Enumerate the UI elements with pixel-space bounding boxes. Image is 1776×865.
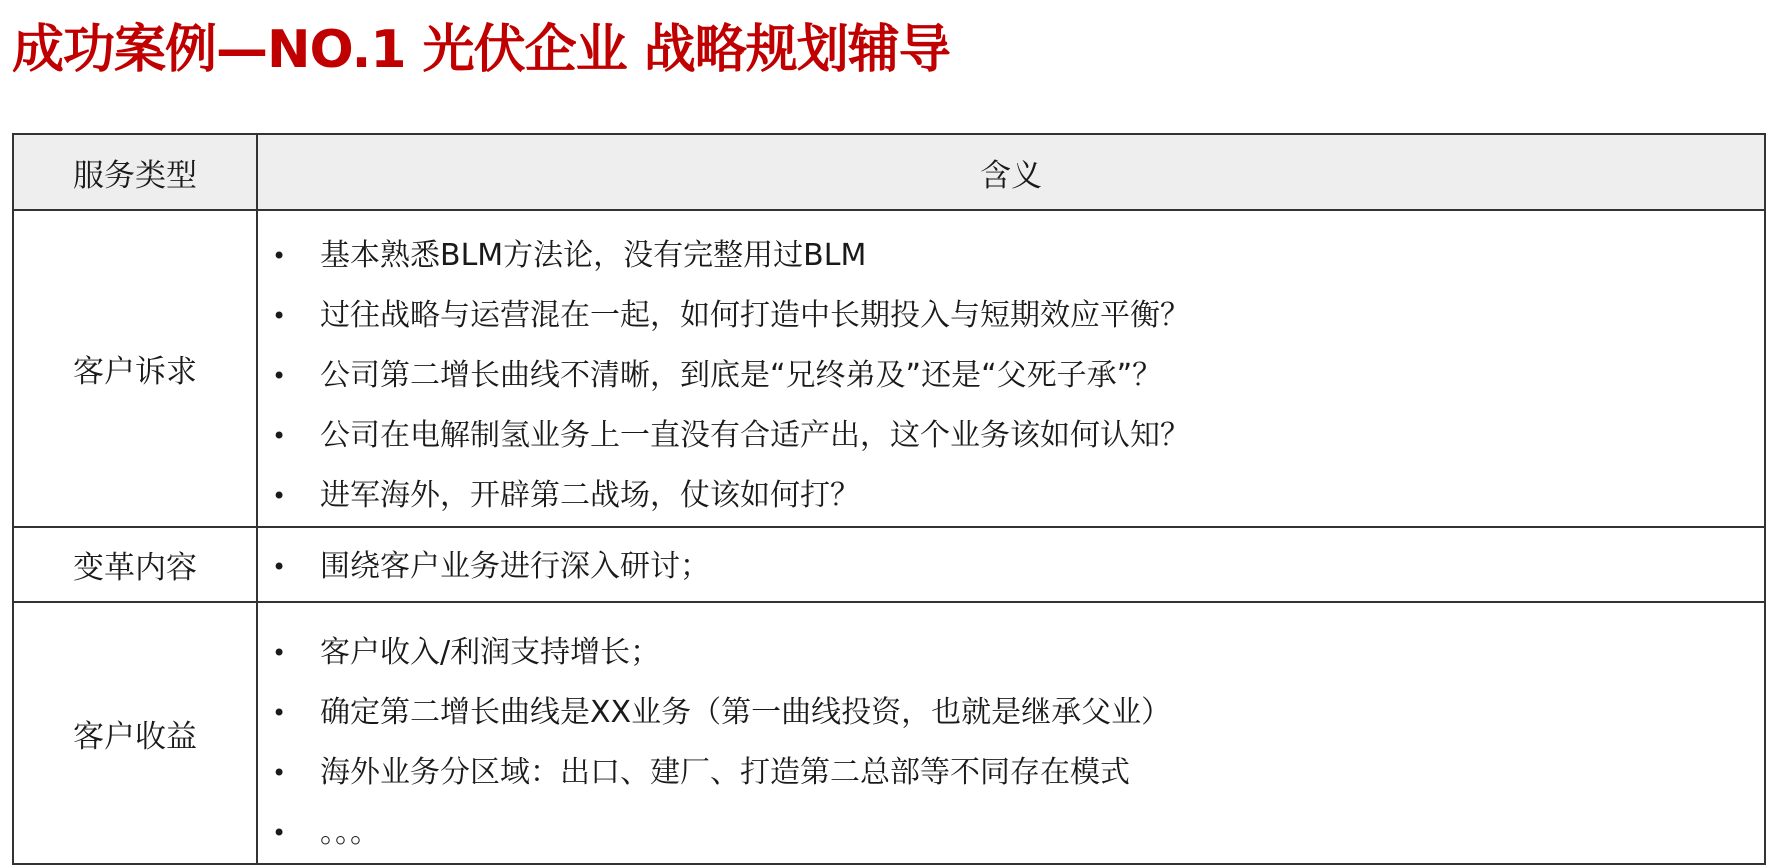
page-title: 成功案例—NO.1 光伏企业 战略规划辅导 xyxy=(12,20,950,80)
table-row-customer-appeal xyxy=(13,210,1765,527)
header-service-type: 服务类型 xyxy=(13,134,257,210)
list-item xyxy=(258,544,1764,590)
table-row-change-content xyxy=(13,527,1765,602)
list-item xyxy=(258,406,1764,466)
bullet-icon: • xyxy=(272,553,287,581)
list-item xyxy=(258,346,1764,406)
service-type-cell: 变革内容 xyxy=(13,527,257,602)
bullet-icon: • xyxy=(272,699,287,727)
header-meaning: 含义 xyxy=(257,134,1765,210)
list-item xyxy=(258,743,1764,803)
meaning-cell xyxy=(257,602,1765,864)
list-item-text: 确定第二增长曲线是XX业务（第一曲线投资，也就是继承父业） xyxy=(320,695,1172,730)
list-item-text: 客户收入/利润支持增长； xyxy=(320,635,661,670)
bullet-icon: • xyxy=(272,819,287,847)
meaning-cell xyxy=(257,210,1765,527)
service-type-cell: 客户诉求 xyxy=(13,210,257,527)
list-item-text: 海外业务分区域：出口、建厂、打造第二总部等不同存在模式 xyxy=(320,755,1130,790)
list-item xyxy=(258,466,1764,526)
list-item xyxy=(258,226,1764,286)
list-item-text: 过往战略与运营混在一起，如何打造中长期投入与短期效应平衡？ xyxy=(320,298,1190,333)
list-item-text: 公司在电解制氢业务上一直没有合适产出，这个业务该如何认知？ xyxy=(320,418,1190,453)
bullet-icon: • xyxy=(272,242,287,270)
bullet-icon: • xyxy=(272,639,287,667)
list-item xyxy=(258,803,1764,863)
meaning-cell xyxy=(257,527,1765,602)
service-type-cell: 客户收益 xyxy=(13,602,257,864)
list-item-text: 基本熟悉BLM方法论，没有完整用过BLM xyxy=(320,238,867,273)
list-item xyxy=(258,286,1764,346)
service-table xyxy=(12,133,1766,865)
bullet-list xyxy=(258,211,1764,526)
list-item-text: 。。。 xyxy=(320,815,380,850)
list-item-text: 公司第二增长曲线不清晰，到底是“兄终弟及”还是“父死子承”？ xyxy=(320,358,1163,393)
list-item xyxy=(258,683,1764,743)
bullet-list xyxy=(258,603,1764,863)
bullet-icon: • xyxy=(272,302,287,330)
bullet-icon: • xyxy=(272,422,287,450)
bullet-icon: • xyxy=(272,759,287,787)
list-item xyxy=(258,623,1764,683)
bullet-icon: • xyxy=(272,362,287,390)
table-header-row xyxy=(13,134,1765,210)
bullet-list xyxy=(258,528,1764,590)
table-row-customer-benefit xyxy=(13,602,1765,864)
list-item-text: 进军海外，开辟第二战场，仗该如何打？ xyxy=(320,478,860,513)
bullet-icon: • xyxy=(272,482,287,510)
list-item-text: 围绕客户业务进行深入研讨； xyxy=(320,549,710,584)
